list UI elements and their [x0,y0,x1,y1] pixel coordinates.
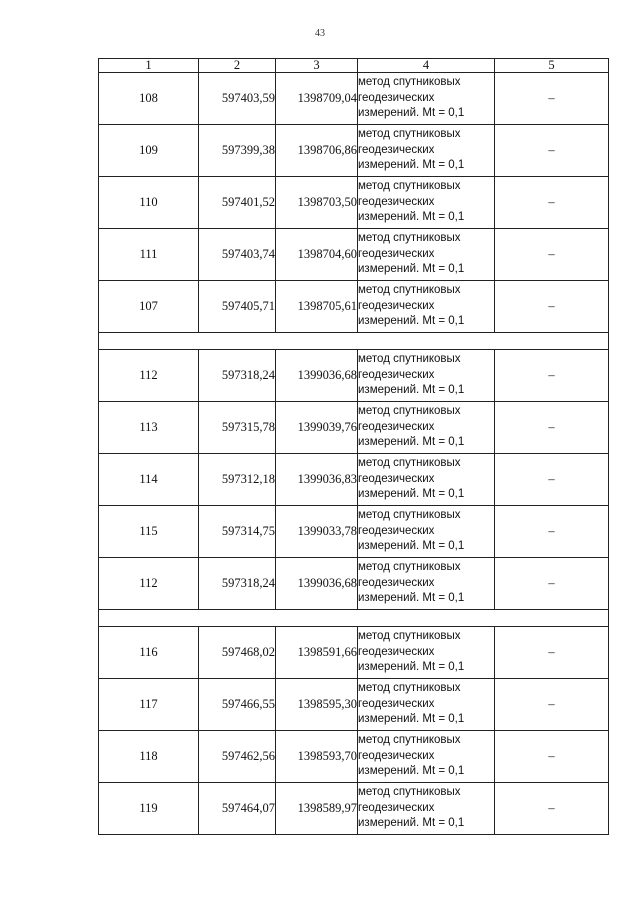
method-line: метод спутниковых [358,232,461,245]
method-line: метод спутниковых [358,180,461,193]
y-coordinate-cell: 1398704,60 [276,229,358,281]
x-coordinate-cell: 597462,56 [199,731,276,783]
note-cell: – [495,73,609,125]
y-coordinate-cell: 1399039,76 [276,402,358,454]
header-row [99,59,609,73]
method-line: метод спутниковых [358,457,461,470]
method-line: метод спутниковых [358,630,461,643]
x-coordinate-cell: 597315,78 [199,402,276,454]
note-cell: – [495,402,609,454]
y-coordinate-cell: 1398709,04 [276,73,358,125]
y-coordinate-cell: 1398595,30 [276,679,358,731]
x-coordinate-cell: 597466,55 [199,679,276,731]
method-cell [358,731,495,783]
method-line: измерений. Mt = 0,1 [358,384,465,397]
x-coordinate-cell: 597318,24 [199,558,276,610]
note-cell: – [495,125,609,177]
table-row [99,627,609,679]
point-number-cell: 114 [99,454,199,506]
method-line: геодезических [358,247,435,260]
method-cell [358,125,495,177]
y-coordinate-cell: 1399033,78 [276,506,358,558]
method-line: геодезических [358,801,435,814]
point-number-cell: 109 [99,125,199,177]
point-number-cell: 115 [99,506,199,558]
table-row [99,229,609,281]
coordinates-table [98,58,609,835]
method-line: метод спутниковых [358,284,461,297]
method-line: метод спутниковых [358,509,461,522]
x-coordinate-cell: 597314,75 [199,506,276,558]
group-separator-row [99,333,609,350]
page-number: 43 [315,28,325,39]
point-number-cell: 107 [99,281,199,333]
method-line: измерений. Mt = 0,1 [358,592,465,605]
point-number-cell: 116 [99,627,199,679]
table-row [99,558,609,610]
table-row [99,454,609,506]
method-line: измерений. Mt = 0,1 [358,263,465,276]
y-coordinate-cell: 1398706,86 [276,125,358,177]
note-cell: – [495,506,609,558]
note-cell: – [495,229,609,281]
x-coordinate-cell: 597405,71 [199,281,276,333]
header-cell: 5 [495,59,609,73]
group-separator-row [99,610,609,627]
header-cell: 2 [199,59,276,73]
method-line: геодезических [358,195,435,208]
method-line: метод спутниковых [358,128,461,141]
point-number-cell: 118 [99,731,199,783]
y-coordinate-cell: 1398593,70 [276,731,358,783]
y-coordinate-cell: 1398589,97 [276,783,358,835]
x-coordinate-cell: 597403,59 [199,73,276,125]
note-cell: – [495,177,609,229]
group-separator-cell [99,610,609,627]
method-line: геодезических [358,645,435,658]
header-cell: 1 [99,59,199,73]
method-line: измерений. Mt = 0,1 [358,436,465,449]
table-row [99,506,609,558]
note-cell: – [495,281,609,333]
method-cell [358,281,495,333]
table-row [99,402,609,454]
method-line: измерений. Mt = 0,1 [358,540,465,553]
note-cell: – [495,679,609,731]
method-line: метод спутниковых [358,353,461,366]
group-separator-cell [99,333,609,350]
note-cell: – [495,558,609,610]
point-number-cell: 111 [99,229,199,281]
method-line: геодезических [358,576,435,589]
method-cell [358,73,495,125]
point-number-cell: 110 [99,177,199,229]
method-line: геодезических [358,143,435,156]
method-cell [358,229,495,281]
method-cell [358,454,495,506]
x-coordinate-cell: 597399,38 [199,125,276,177]
method-line: геодезических [358,299,435,312]
note-cell: – [495,731,609,783]
method-line: измерений. Mt = 0,1 [358,159,465,172]
method-line: геодезических [358,91,435,104]
table-row [99,73,609,125]
y-coordinate-cell: 1398591,66 [276,627,358,679]
point-number-cell: 119 [99,783,199,835]
y-coordinate-cell: 1399036,83 [276,454,358,506]
method-line: метод спутниковых [358,561,461,574]
x-coordinate-cell: 597401,52 [199,177,276,229]
method-line: измерений. Mt = 0,1 [358,713,465,726]
point-number-cell: 113 [99,402,199,454]
method-line: измерений. Mt = 0,1 [358,488,465,501]
method-line: геодезических [358,697,435,710]
header-cell: 4 [358,59,495,73]
method-line: метод спутниковых [358,76,461,89]
method-line: измерений. Mt = 0,1 [358,211,465,224]
table-row [99,177,609,229]
method-line: измерений. Mt = 0,1 [358,107,465,120]
table-row [99,350,609,402]
method-line: геодезических [358,420,435,433]
header-cell: 3 [276,59,358,73]
note-cell: – [495,783,609,835]
method-cell [358,350,495,402]
method-line: измерений. Mt = 0,1 [358,817,465,830]
method-line: геодезических [358,368,435,381]
x-coordinate-cell: 597318,24 [199,350,276,402]
method-cell [358,402,495,454]
y-coordinate-cell: 1399036,68 [276,558,358,610]
point-number-cell: 108 [99,73,199,125]
table-row [99,731,609,783]
method-cell [358,627,495,679]
table-row [99,679,609,731]
table-row [99,281,609,333]
y-coordinate-cell: 1398703,50 [276,177,358,229]
method-cell [358,177,495,229]
method-line: геодезических [358,524,435,537]
note-cell: – [495,350,609,402]
method-line: геодезических [358,749,435,762]
method-line: метод спутниковых [358,682,461,695]
method-line: измерений. Mt = 0,1 [358,661,465,674]
y-coordinate-cell: 1399036,68 [276,350,358,402]
method-cell [358,506,495,558]
x-coordinate-cell: 597403,74 [199,229,276,281]
note-cell: – [495,454,609,506]
point-number-cell: 112 [99,558,199,610]
y-coordinate-cell: 1398705,61 [276,281,358,333]
method-cell [358,783,495,835]
method-line: метод спутниковых [358,405,461,418]
table-row [99,125,609,177]
method-cell [358,558,495,610]
note-cell: – [495,627,609,679]
point-number-cell: 112 [99,350,199,402]
x-coordinate-cell: 597468,02 [199,627,276,679]
method-line: метод спутниковых [358,786,461,799]
point-number-cell: 117 [99,679,199,731]
method-line: геодезических [358,472,435,485]
table-row [99,783,609,835]
method-line: измерений. Mt = 0,1 [358,315,465,328]
method-line: измерений. Mt = 0,1 [358,765,465,778]
x-coordinate-cell: 597312,18 [199,454,276,506]
method-line: метод спутниковых [358,734,461,747]
method-cell [358,679,495,731]
x-coordinate-cell: 597464,07 [199,783,276,835]
